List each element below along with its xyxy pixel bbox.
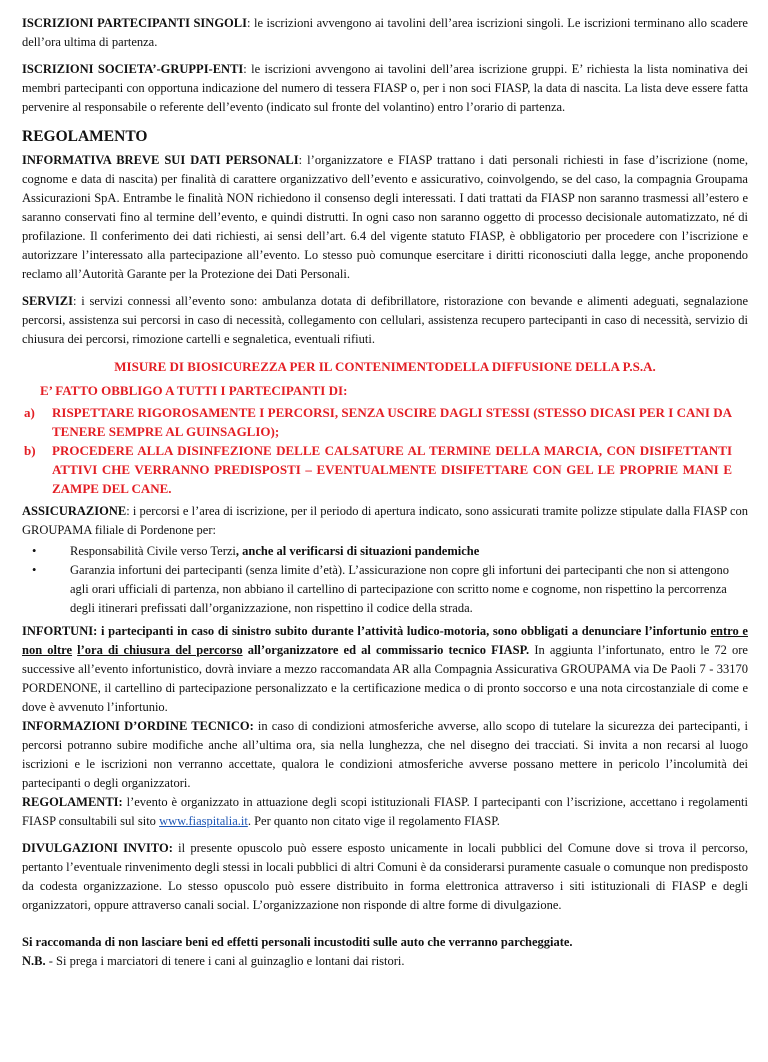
assicurazione-list [22,542,748,618]
assicurazione-paragraph [22,502,748,540]
bullet-icon: • [32,544,37,558]
biosicurezza-obbligo: E’ FATTO OBBLIGO A TUTTI I PARTECIPANTI DI: [40,383,348,398]
document-page [22,14,748,971]
bullet-icon: • [32,563,37,577]
servizi-label: SERVIZI [22,294,73,308]
iscrizioni-gruppi-label: ISCRIZIONI SOCIETA’-GRUPPI-ENTI [22,62,244,76]
infortuni-bold2: all’organizzatore ed al commissario tecnico FIASP. [242,643,530,657]
servizi-text: : i servizi connessi all’evento sono: ambulanza dotata di defibrillatore, ristorazione con bevande e alimenti adeguati, segnalazione percorsi, assistenza sui percorsi in caso di necessità, collegamento con cellulari, assistenza recupero partecipanti in caso di necessità, servizio di chiusura dei percorsi, rimozione cartelli e segnaletica, eventuali rifiuti. [22,294,748,346]
assicurazione-text: : i percorsi e l’area di iscrizione, per il periodo di apertura indicato, sono assicurati tramite polizze stipulate dalla FIASP con GROUPAMA filiale di Pordenone per: [22,504,748,537]
divulgazioni-text: il presente opuscolo può essere esposto unicamente in locali pubblici del Comune dove si trova il percorso, pertanto l’eventuale rinvenimento degli stessi in locali pubblici di altri Comuni è da considerarsi puramente casuale o comunque non predisposto da codesta organizzazione. Lo stesso opuscolo può essere distribuito in forma elettronica attraverso i siti istituzionali di FIASP e degli organizzatori, oppure attraverso canali social. L’organizzazione non risponde di altre forme di divulgazione. [22,841,748,912]
bullet1-bold: , anche al verificarsi di situazioni pandemiche [235,544,480,558]
bullet2-text: Garanzia infortuni dei partecipanti (senza limite d’età). L’assicurazione non copre gli infortuni dei partecipanti che non si attengono agli orari ufficiali di partenza, non abbiano il cartellino di partecipazione con scritto nome e cognome, non rispettino la percorrenza degli itinerari prefissati dall’organizzazione, non rispettino il codice della strada. [70,563,730,615]
regolamenti-paragraph [22,793,748,831]
ordine-tecnico-paragraph [22,717,748,793]
list-item [22,403,748,441]
regolamenti-label: REGOLAMENTI: [22,795,123,809]
iscrizioni-singoli-label: ISCRIZIONI PARTECIPANTI SINGOLI [22,16,247,30]
iscrizioni-gruppi-text: : le iscrizioni avvengono ai tavolini dell’area iscrizione gruppi. E’ richiesta la lista nominativa dei membri partecipanti con opportuna indicazione del numero di tessera FIASP o, per i non soci FIASP, la data di nascita. La lista deve essere fatta pervenire al responsabile o referente dell’evento (indicato sul fronte del volantino) entro l’orario di partenza. [22,62,749,114]
nb-label: N.B. [22,954,46,968]
list-item-label: b) [24,443,36,458]
servizi-paragraph [22,292,748,349]
fiasp-link[interactable]: www.fiaspitalia.it [159,814,248,828]
infortuni-underline2: l’ora di chiusura del percorso [77,643,243,657]
regolamenti-text1: l’evento è organizzato in attuazione degli scopi istituzionali FIASP. I partecipanti con l’iscrizione, accettano i regolamenti FIASP consultabili sul sito [22,795,748,828]
ordine-tecnico-text: in caso di condizioni atmosferiche avverse, allo scopo di tutelare la sicurezza dei partecipanti, i percorsi potranno subire modifiche anche all’ultima ora, sia nella lunghezza, che nel disegno dei tracciati. Si invita a non recarsi al luogo iscrizioni e le iscrizioni non verranno accettate, qualora le condizioni atmosferiche avverse possano mettere in pericolo l’incolumità dei partecipanti o degli organizzatori. [22,719,748,790]
infortuni-text: In aggiunta l’infortunato, entro le 72 ore successive all’evento infortunistico, dovrà inviare a mezzo raccomandata AR alla Compagnia Assicurativa GROUPAMA via De Paoli 7 - 33170 PORDENONE, il cartellino di partecipazione personalizzato e la certificazione medica o di pronto soccorso e una nota circostanziale di come e dove è avvenuto l’infortunio. [22,643,748,714]
iscrizioni-gruppi [22,60,748,117]
informativa-label: INFORMATIVA BREVE SUI DATI PERSONALI [22,153,299,167]
list-item [22,542,748,561]
raccomanda-text: Si raccomanda di non lasciare beni ed effetti personali incustoditi sulle auto che verranno parcheggiate. [22,935,573,949]
regolamenti-text2: . Per quanto non citato vige il regolamento FIASP. [247,814,500,828]
list-item-text: PROCEDERE ALLA DISINFEZIONE DELLE CALSATURE AL TERMINE DELLA MARCIA, CON DISIFETTANTI ATTIVI CHE VERRANNO PREDISPOSTI – EVENTUALMENTE DISIFETTARE CON GEL LE PROPRIE MANI E ZAMPE DEL CANE. [52,443,732,496]
regolamento-title: REGOLAMENTO [22,128,148,145]
assicurazione-label: ASSICURAZIONE [22,504,127,518]
divulgazioni-paragraph [22,839,748,915]
list-item-text: RISPETTARE RIGOROSAMENTE I PERCORSI, SENZA USCIRE DAGLI STESSI (STESSO DICASI PER I CANI DA TENERE SEMPRE AL GUINSAGLIO); [52,405,732,439]
nb-note [22,952,748,971]
raccomanda-note [22,933,748,952]
nb-text: - Si prega i marciatori di tenere i cani al guinzaglio e lontani dai ristori. [45,954,405,968]
infortuni-underline1: entro e non oltre [22,624,748,657]
infortuni-paragraph [22,622,748,717]
list-item [22,561,748,618]
divulgazioni-label: DIVULGAZIONI INVITO: [22,841,173,855]
bullet1-text: Responsabilità Civile verso Terzi [70,544,236,558]
biosicurezza-title: MISURE DI BIOSICUREZZA PER IL CONTENIMENTODELLA DIFFUSIONE DELLA P.S.A. [114,359,656,374]
list-item-label: a) [24,405,35,420]
informativa-text: : l’organizzatore e FIASP trattano i dati personali richiesti in fase d’iscrizione (nome, cognome e data di nascita) per finalità di carattere organizzativo dell’evento e assicurativo, coinvolgendo, se del caso, la compagnia Groupama Assicurazioni SpA. Entrambe le finalità NON richiedono il consenso degli interessati. I dati trattati da FIASP non saranno trasmessi all’estero e saranno conservati fino al termine dell’evento, e quindi distrutti. In ogni caso non saranno oggetto di processo decisionale automatizzato, né di profilazione. Il conferimento dei dati richiesti, ai sensi dell’art. 6.4 del vigente statuto FIASP, è obbligatorio per procedere con l’iscrizione e autorizzare l’interessato alla partecipazione all’evento. Lo stesso può comunque esercitare i diritti riconosciuti dalla legge, anche proponendo reclamo all’Autorità Garante per la Protezione dei Dati Personali. [22,153,748,281]
biosicurezza-list [22,403,748,498]
iscrizioni-singoli-text: : le iscrizioni avvengono ai tavolini dell’area iscrizioni singoli. Le iscrizioni terminano allo scadere dell’ora ultima di partenza. [22,16,748,49]
informativa-paragraph [22,151,748,284]
iscrizioni-singoli [22,14,748,52]
ordine-tecnico-label: INFORMAZIONI D’ORDINE TECNICO: [22,719,254,733]
list-item-text [70,542,748,561]
list-item [22,441,748,498]
infortuni-bold1: INFORTUNI: i partecipanti in caso di sinistro subito durante l’attività ludico-motoria, sono obbligati a denunciare l’infortunio [22,624,711,638]
